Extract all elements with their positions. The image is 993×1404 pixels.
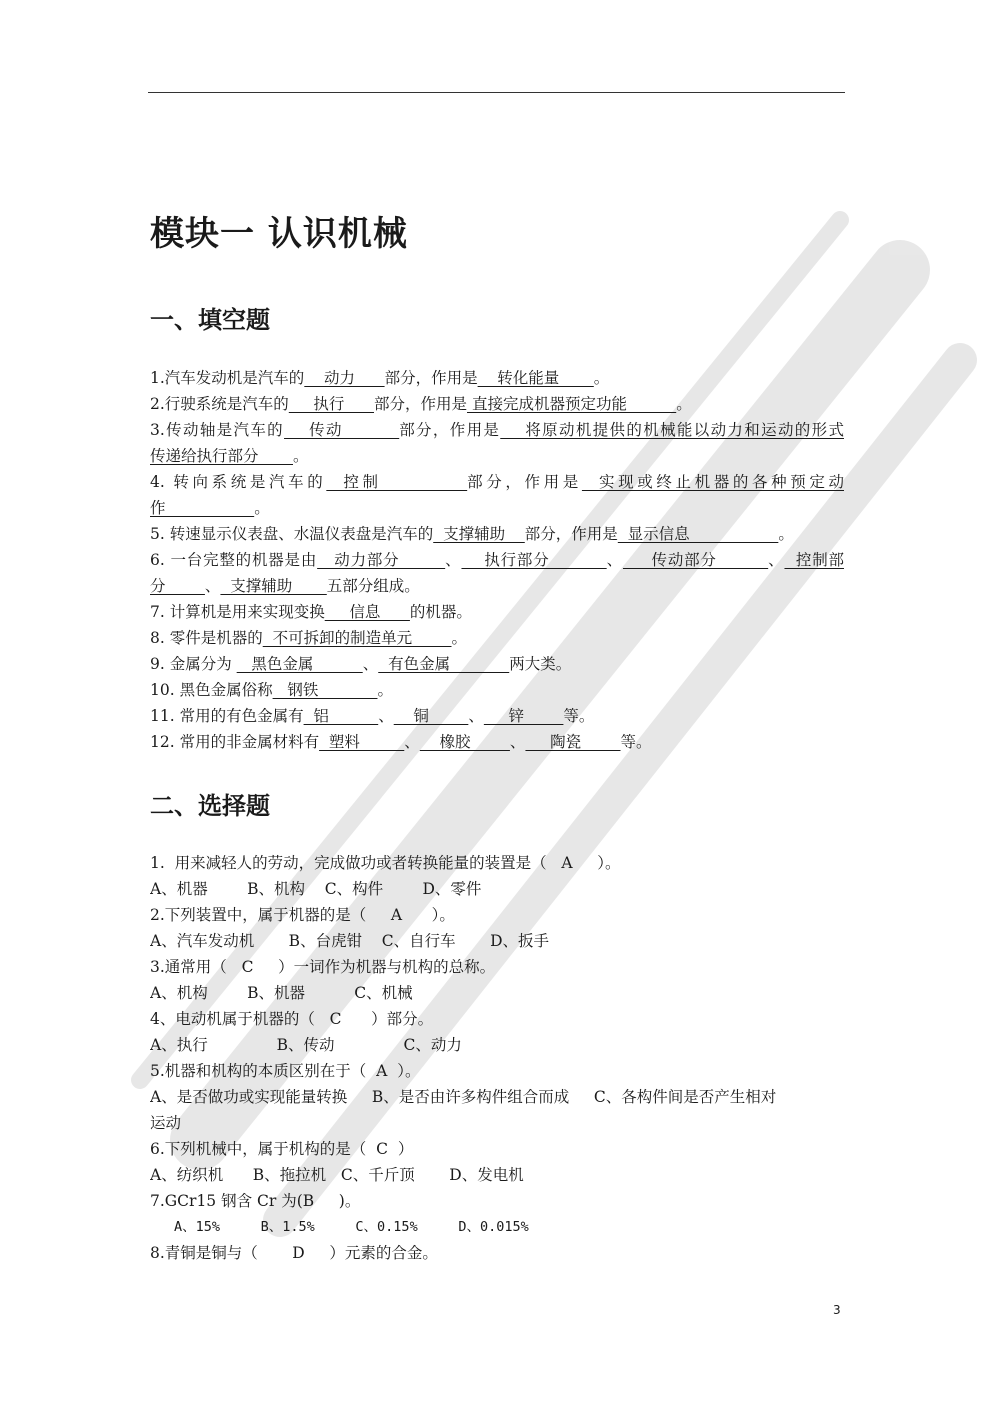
answer-blank: 铝 <box>303 707 379 725</box>
question-text: 5. 转速显示仪表盘、水温仪表盘是汽车的 <box>150 525 434 543</box>
answer-blank: 动力部分 <box>317 551 446 569</box>
answer-blank: 分 <box>150 577 205 595</box>
fill-question <box>150 521 844 547</box>
answer-blank: 传递给执行部分 <box>150 447 293 465</box>
choice-options: A、机器 B、机构 C、构件 D、零件 <box>150 880 482 898</box>
question-text: 、 <box>768 551 785 569</box>
question-text: 。 <box>778 525 794 543</box>
fill-section-title: 一、填空题 <box>150 306 270 334</box>
answer-blank: 将原动机提供的机械能以动力和运动的形式 <box>500 421 844 439</box>
fill-question <box>150 391 844 417</box>
choice-options: A、纺织机 B、拖拉机 C、千斤顶 D、发电机 <box>150 1166 524 1184</box>
choice-question: 5.机器和机构的本质区别在于（ A ）。 <box>150 1062 421 1080</box>
answer-blank: 支撑辅助 <box>433 525 525 543</box>
question-text: 、 <box>378 707 394 725</box>
choice-options: A、汽车发动机 B、台虎钳 C、自行车 D、扳手 <box>150 932 550 950</box>
question-text: 。 <box>254 499 270 517</box>
question-text: 、 <box>509 733 526 751</box>
question-text: 2.行驶系统是汽车的 <box>150 395 289 413</box>
choice-question: 7.GCr15 钢含 Cr 为(B )。 <box>150 1192 361 1210</box>
question-text: 等。 <box>620 733 652 751</box>
answer-blank: 动力 <box>304 369 385 387</box>
answer-blank: 塑料 <box>319 733 405 751</box>
choice-question: 2.下列装置中，属于机器的是（ A ）。 <box>150 906 455 924</box>
question-text: 3.传动轴是汽车的 <box>150 421 285 439</box>
answer-blank: 铜 <box>393 707 469 725</box>
question-text: 11. 常用的有色金属有 <box>150 707 304 725</box>
question-text: 部分，作用是 <box>384 369 478 387</box>
answer-blank: 控制 <box>326 473 468 491</box>
question-text: 、 <box>362 655 379 673</box>
fill-question <box>150 677 844 703</box>
fill-question-continued <box>150 495 844 521</box>
fill-question <box>150 469 844 495</box>
question-text: 。 <box>293 447 309 465</box>
fill-question <box>150 703 844 729</box>
fill-question <box>150 417 844 443</box>
choice-options: A、机构 B、机器 C、机械 <box>150 984 413 1002</box>
choice-options: A、15% B、1.5% C、0.15% D、0.015% <box>174 1219 529 1235</box>
fill-question <box>150 625 844 651</box>
question-text: 。 <box>593 369 610 387</box>
question-text: 8. 零件是机器的 <box>150 629 263 647</box>
answer-blank: 传动 <box>284 421 400 439</box>
choice-section-title: 二、选择题 <box>150 792 270 820</box>
question-text: 、 <box>404 733 420 751</box>
answer-blank: 有色金属 <box>378 655 510 673</box>
choice-options: A、是否做功或实现能量转换 B、是否由许多构件组合而成 C、各构件间是否产生相对 <box>150 1088 777 1106</box>
question-text: 部分，作用是 <box>374 395 468 413</box>
choice-options-continued: 运动 <box>150 1114 182 1132</box>
question-text: 1.汽车发动机是汽车的 <box>150 369 305 387</box>
answer-blank: 支撑辅助 <box>220 577 327 595</box>
fill-question <box>150 599 844 625</box>
question-text: 4. 转向系统是汽车的 <box>150 473 327 491</box>
choice-question: 4、电动机属于机器的（ C ）部分。 <box>150 1010 434 1028</box>
question-text: 部分，作用是 <box>399 421 501 439</box>
question-text: 。 <box>451 629 468 647</box>
choice-question: 1. 用来减轻人的劳动，完成做功或者转换能量的装置是（ A ）。 <box>150 854 621 872</box>
multiple-choice-questions <box>150 850 844 1266</box>
question-text: 部分，作用是 <box>467 473 582 491</box>
answer-blank: 钢铁 <box>272 681 378 699</box>
question-text: 6. 一台完整的机器是由 <box>150 551 318 569</box>
choice-question: 3.通常用（ C ）一词作为机器与机构的总称。 <box>150 958 496 976</box>
fill-in-questions <box>150 365 844 755</box>
question-text: 12. 常用的非金属材料有 <box>150 733 320 751</box>
answer-blank: 执行部分 <box>461 551 607 569</box>
fill-question <box>150 729 844 755</box>
answer-blank: 传动部分 <box>622 551 769 569</box>
answer-blank: 黑色金属 <box>236 655 363 673</box>
question-text: 、 <box>468 707 484 725</box>
module-title: 模块一 认识机械 <box>150 214 408 254</box>
question-text: 10. 黑色金属俗称 <box>150 681 273 699</box>
question-text: 部分，作用是 <box>524 525 618 543</box>
page-number: 3 <box>833 1303 841 1317</box>
answer-blank: 不可拆卸的制造单元 <box>262 629 452 647</box>
answer-blank: 橡胶 <box>419 733 510 751</box>
question-text: 7. 计算机是用来实现变换 <box>150 603 325 621</box>
answer-blank: 执行 <box>288 395 374 413</box>
question-text: 。 <box>676 395 692 413</box>
fill-question <box>150 547 844 573</box>
fill-question-continued <box>150 573 844 599</box>
question-text: 、 <box>445 551 462 569</box>
choice-question: 8.青铜是铜与（ D ）元素的合金。 <box>150 1244 438 1262</box>
answer-blank: 陶瓷 <box>525 733 621 751</box>
choice-options: A、执行 B、传动 C、动力 <box>150 1036 462 1054</box>
question-text: 。 <box>377 681 393 699</box>
answer-blank: 锌 <box>483 707 564 725</box>
answer-blank: 转化能量 <box>477 369 594 387</box>
question-text: 9. 金属分为 <box>150 655 237 673</box>
fill-question <box>150 365 844 391</box>
answer-blank: 直接完成机器预定功能 <box>467 395 677 413</box>
header-rule <box>148 92 845 93</box>
fill-question <box>150 651 844 677</box>
answer-blank: 信息 <box>324 603 410 621</box>
question-text: 、 <box>606 551 623 569</box>
answer-blank: 显示信息 <box>617 525 779 543</box>
answer-blank: 作 <box>150 499 255 517</box>
question-text: 、 <box>204 577 221 595</box>
fill-question-continued <box>150 443 844 469</box>
question-text: 等。 <box>563 707 595 725</box>
question-text: 两大类。 <box>509 655 572 673</box>
answer-blank: 实现或终止机器的各种预定动 <box>581 473 844 491</box>
answer-blank: 控制部 <box>784 551 844 569</box>
choice-question: 6.下列机械中，属于机构的是（ C ） <box>150 1140 414 1158</box>
question-text: 的机器。 <box>409 603 472 621</box>
question-text: 五部分组成。 <box>326 577 420 595</box>
